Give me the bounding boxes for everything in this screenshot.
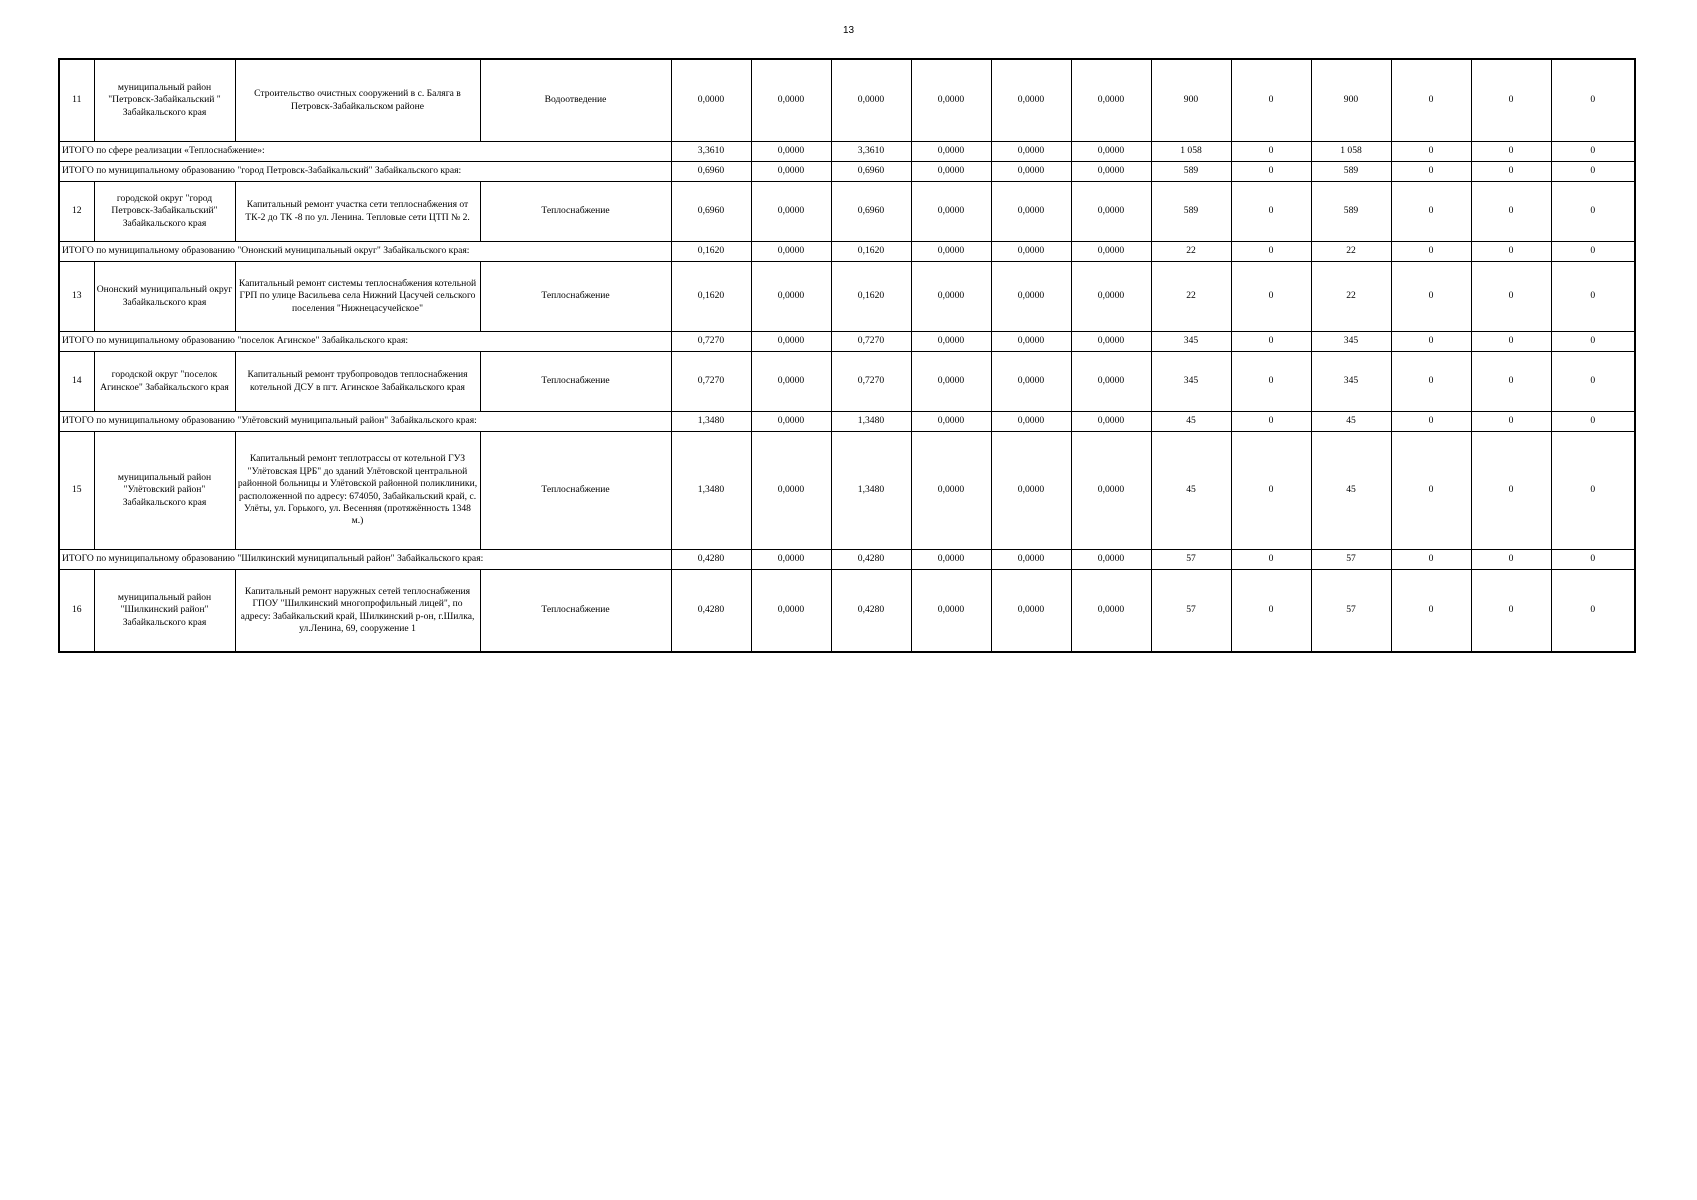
value-cell: 57 <box>1311 570 1391 653</box>
value-cell: 0 <box>1231 550 1311 570</box>
municipality-cell: муниципальный район "Петровск-Забайкальский " Забайкальского края <box>94 59 235 142</box>
value-cell: 1,3480 <box>671 412 751 432</box>
table-row <box>59 432 1635 550</box>
value-cell: 0,0000 <box>911 432 991 550</box>
value-cell: 0,0000 <box>1071 432 1151 550</box>
sphere-cell: Теплоснабжение <box>480 570 671 653</box>
value-cell: 22 <box>1151 262 1231 332</box>
value-cell: 0,0000 <box>911 570 991 653</box>
value-cell: 0,0000 <box>751 59 831 142</box>
value-cell: 0,0000 <box>751 242 831 262</box>
value-cell: 0,0000 <box>1071 352 1151 412</box>
value-cell: 0,0000 <box>911 59 991 142</box>
value-cell: 0 <box>1391 352 1471 412</box>
value-cell: 0,0000 <box>991 332 1071 352</box>
value-cell: 0,0000 <box>991 412 1071 432</box>
value-cell: 0,0000 <box>1071 182 1151 242</box>
municipality-cell: муниципальный район "Шилкинский район" Забайкальского края <box>94 570 235 653</box>
value-cell: 0 <box>1391 262 1471 332</box>
value-cell: 0,0000 <box>1071 332 1151 352</box>
value-cell: 0,0000 <box>911 550 991 570</box>
object-cell: Капитальный ремонт трубопроводов теплоснабжения котельной ДСУ в пгт. Агинское Забайкальского края <box>235 352 480 412</box>
value-cell: 0 <box>1231 332 1311 352</box>
value-cell: 0 <box>1231 412 1311 432</box>
row-number-cell: 12 <box>59 182 94 242</box>
table-row <box>59 262 1635 332</box>
value-cell: 0,0000 <box>751 432 831 550</box>
value-cell: 0 <box>1551 59 1635 142</box>
table-body <box>59 59 1635 652</box>
row-number-cell: 11 <box>59 59 94 142</box>
table-row <box>59 59 1635 142</box>
value-cell: 345 <box>1311 332 1391 352</box>
value-cell: 0,0000 <box>991 352 1071 412</box>
value-cell: 0,0000 <box>751 182 831 242</box>
value-cell: 345 <box>1151 352 1231 412</box>
table-row <box>59 182 1635 242</box>
value-cell: 45 <box>1151 412 1231 432</box>
value-cell: 589 <box>1151 182 1231 242</box>
value-cell: 1,3480 <box>831 432 911 550</box>
value-cell: 0 <box>1551 570 1635 653</box>
value-cell: 0,0000 <box>751 550 831 570</box>
value-cell: 0,0000 <box>1071 59 1151 142</box>
value-cell: 0,0000 <box>1071 242 1151 262</box>
object-cell: Капитальный ремонт участка сети теплоснабжения от ТК-2 до ТК -8 по ул. Ленина. Тепловые сети ЦТП № 2. <box>235 182 480 242</box>
value-cell: 0,6960 <box>831 182 911 242</box>
value-cell: 589 <box>1311 182 1391 242</box>
page-number: 13 <box>842 25 855 36</box>
value-cell: 0 <box>1471 332 1551 352</box>
value-cell: 0 <box>1231 570 1311 653</box>
value-cell: 589 <box>1151 162 1231 182</box>
value-cell: 0 <box>1551 432 1635 550</box>
sphere-cell: Водоотведение <box>480 59 671 142</box>
municipality-cell: городской округ "город Петровск-Забайкальский" Забайкальского края <box>94 182 235 242</box>
program-table <box>58 58 1636 653</box>
value-cell: 0 <box>1471 352 1551 412</box>
row-number-cell: 15 <box>59 432 94 550</box>
value-cell: 1 058 <box>1151 142 1231 162</box>
value-cell: 45 <box>1311 412 1391 432</box>
value-cell: 0,4280 <box>831 550 911 570</box>
value-cell: 0,0000 <box>911 162 991 182</box>
value-cell: 0 <box>1471 242 1551 262</box>
value-cell: 0,0000 <box>991 242 1071 262</box>
value-cell: 57 <box>1151 550 1231 570</box>
object-cell: Строительство очистных сооружений в с. Баляга в Петровск-Забайкальском районе <box>235 59 480 142</box>
value-cell: 0,4280 <box>831 570 911 653</box>
value-cell: 0,7270 <box>831 332 911 352</box>
value-cell: 22 <box>1151 242 1231 262</box>
value-cell: 0 <box>1551 332 1635 352</box>
value-cell: 0,1620 <box>671 262 751 332</box>
value-cell: 345 <box>1311 352 1391 412</box>
value-cell: 0 <box>1231 262 1311 332</box>
value-cell: 0,0000 <box>1071 162 1151 182</box>
object-cell: Капитальный ремонт теплотрассы от котельной ГУЗ "Улётовская ЦРБ" до зданий Улётовской центральной районной больницы и Улётовской районной поликлиники, расположенной по адресу: 674050, Забайкальский край, с. Улёты, ул. Горького, ул. Весенняя (протяжённость 1348 м.) <box>235 432 480 550</box>
value-cell: 1,3480 <box>831 412 911 432</box>
value-cell: 3,3610 <box>671 142 751 162</box>
value-cell: 0,0000 <box>911 332 991 352</box>
value-cell: 0,1620 <box>671 242 751 262</box>
value-cell: 0 <box>1471 412 1551 432</box>
value-cell: 0,0000 <box>1071 550 1151 570</box>
value-cell: 589 <box>1311 162 1391 182</box>
value-cell: 900 <box>1151 59 1231 142</box>
value-cell: 0 <box>1391 332 1471 352</box>
value-cell: 0 <box>1391 432 1471 550</box>
value-cell: 1 058 <box>1311 142 1391 162</box>
object-cell: Капитальный ремонт системы теплоснабжения котельной ГРП по улице Васильева села Нижний Цасучей сельского поселения "Нижнецасучейское" <box>235 262 480 332</box>
value-cell: 0 <box>1551 182 1635 242</box>
sphere-cell: Теплоснабжение <box>480 352 671 412</box>
value-cell: 0 <box>1471 262 1551 332</box>
value-cell: 0 <box>1471 59 1551 142</box>
value-cell: 0 <box>1551 550 1635 570</box>
value-cell: 0,4280 <box>671 550 751 570</box>
value-cell: 0,0000 <box>991 262 1071 332</box>
value-cell: 0,0000 <box>911 412 991 432</box>
total-row <box>59 332 1635 352</box>
value-cell: 0,0000 <box>751 262 831 332</box>
value-cell: 0,0000 <box>991 570 1071 653</box>
value-cell: 0,7270 <box>831 352 911 412</box>
value-cell: 0 <box>1551 262 1635 332</box>
total-row <box>59 142 1635 162</box>
value-cell: 0,0000 <box>991 59 1071 142</box>
value-cell: 0 <box>1391 550 1471 570</box>
value-cell: 0,0000 <box>1071 570 1151 653</box>
value-cell: 0,0000 <box>751 142 831 162</box>
value-cell: 0 <box>1471 432 1551 550</box>
value-cell: 0 <box>1391 162 1471 182</box>
total-row <box>59 242 1635 262</box>
value-cell: 0,6960 <box>671 162 751 182</box>
value-cell: 0 <box>1231 352 1311 412</box>
value-cell: 0,0000 <box>911 182 991 242</box>
value-cell: 0,0000 <box>991 432 1071 550</box>
value-cell: 0,0000 <box>911 262 991 332</box>
value-cell: 0 <box>1471 570 1551 653</box>
table-row <box>59 352 1635 412</box>
value-cell: 3,3610 <box>831 142 911 162</box>
value-cell: 0,0000 <box>751 352 831 412</box>
value-cell: 0 <box>1231 59 1311 142</box>
value-cell: 0 <box>1391 242 1471 262</box>
value-cell: 0,0000 <box>1071 142 1151 162</box>
value-cell: 0,0000 <box>751 162 831 182</box>
value-cell: 22 <box>1311 262 1391 332</box>
table-row <box>59 570 1635 653</box>
municipality-cell: городской округ "поселок Агинское" Забайкальского края <box>94 352 235 412</box>
value-cell: 0,0000 <box>911 142 991 162</box>
value-cell: 0 <box>1231 162 1311 182</box>
value-cell: 45 <box>1151 432 1231 550</box>
value-cell: 0 <box>1551 242 1635 262</box>
sphere-cell: Теплоснабжение <box>480 182 671 242</box>
value-cell: 0,0000 <box>671 59 751 142</box>
value-cell: 0 <box>1391 182 1471 242</box>
value-cell: 0,0000 <box>991 550 1071 570</box>
total-label: ИТОГО по сфере реализации «Теплоснабжение»: <box>59 142 671 162</box>
value-cell: 0,0000 <box>1071 262 1151 332</box>
total-row <box>59 412 1635 432</box>
value-cell: 57 <box>1311 550 1391 570</box>
value-cell: 0 <box>1471 162 1551 182</box>
total-label: ИТОГО по муниципальному образованию "поселок Агинское" Забайкальского края: <box>59 332 671 352</box>
value-cell: 0 <box>1471 182 1551 242</box>
value-cell: 0,0000 <box>911 352 991 412</box>
value-cell: 0,0000 <box>751 412 831 432</box>
value-cell: 0,1620 <box>831 242 911 262</box>
total-row <box>59 550 1635 570</box>
value-cell: 0,0000 <box>991 162 1071 182</box>
value-cell: 0,7270 <box>671 352 751 412</box>
total-label: ИТОГО по муниципальному образованию "город Петровск-Забайкальский" Забайкальского края: <box>59 162 671 182</box>
value-cell: 0 <box>1551 412 1635 432</box>
total-label: ИТОГО по муниципальному образованию "Улётовский муниципальный район" Забайкальского края: <box>59 412 671 432</box>
value-cell: 0,0000 <box>991 142 1071 162</box>
value-cell: 0 <box>1391 570 1471 653</box>
value-cell: 0,6960 <box>831 162 911 182</box>
object-cell: Капитальный ремонт наружных сетей теплоснабжения ГПОУ "Шилкинский многопрофильный лицей", по адресу: Забайкальский край, Шилкинский р-он, г.Шилка, ул.Ленина, 69, сооружение 1 <box>235 570 480 653</box>
value-cell: 0,1620 <box>831 262 911 332</box>
value-cell: 0 <box>1391 412 1471 432</box>
value-cell: 0,0000 <box>991 182 1071 242</box>
value-cell: 0,4280 <box>671 570 751 653</box>
value-cell: 0 <box>1551 162 1635 182</box>
value-cell: 0 <box>1231 182 1311 242</box>
value-cell: 0 <box>1231 142 1311 162</box>
value-cell: 0 <box>1551 352 1635 412</box>
value-cell: 0,0000 <box>1071 412 1151 432</box>
value-cell: 0,6960 <box>671 182 751 242</box>
value-cell: 0,0000 <box>911 242 991 262</box>
value-cell: 0 <box>1391 142 1471 162</box>
value-cell: 0,0000 <box>751 332 831 352</box>
sphere-cell: Теплоснабжение <box>480 432 671 550</box>
total-label: ИТОГО по муниципальному образованию "Ононский муниципальный округ" Забайкальского края: <box>59 242 671 262</box>
value-cell: 345 <box>1151 332 1231 352</box>
value-cell: 0 <box>1391 59 1471 142</box>
value-cell: 1,3480 <box>671 432 751 550</box>
total-label: ИТОГО по муниципальному образованию "Шилкинский муниципальный район" Забайкальского края: <box>59 550 671 570</box>
sphere-cell: Теплоснабжение <box>480 262 671 332</box>
value-cell: 0 <box>1551 142 1635 162</box>
value-cell: 0 <box>1231 432 1311 550</box>
value-cell: 0,0000 <box>751 570 831 653</box>
row-number-cell: 16 <box>59 570 94 653</box>
value-cell: 0,0000 <box>831 59 911 142</box>
total-row <box>59 162 1635 182</box>
value-cell: 45 <box>1311 432 1391 550</box>
value-cell: 900 <box>1311 59 1391 142</box>
value-cell: 22 <box>1311 242 1391 262</box>
municipality-cell: муниципальный район "Улётовский район" Забайкальского края <box>94 432 235 550</box>
value-cell: 57 <box>1151 570 1231 653</box>
value-cell: 0 <box>1471 142 1551 162</box>
value-cell: 0 <box>1471 550 1551 570</box>
value-cell: 0 <box>1231 242 1311 262</box>
row-number-cell: 13 <box>59 262 94 332</box>
row-number-cell: 14 <box>59 352 94 412</box>
municipality-cell: Ононский муниципальный округ Забайкальского края <box>94 262 235 332</box>
value-cell: 0,7270 <box>671 332 751 352</box>
